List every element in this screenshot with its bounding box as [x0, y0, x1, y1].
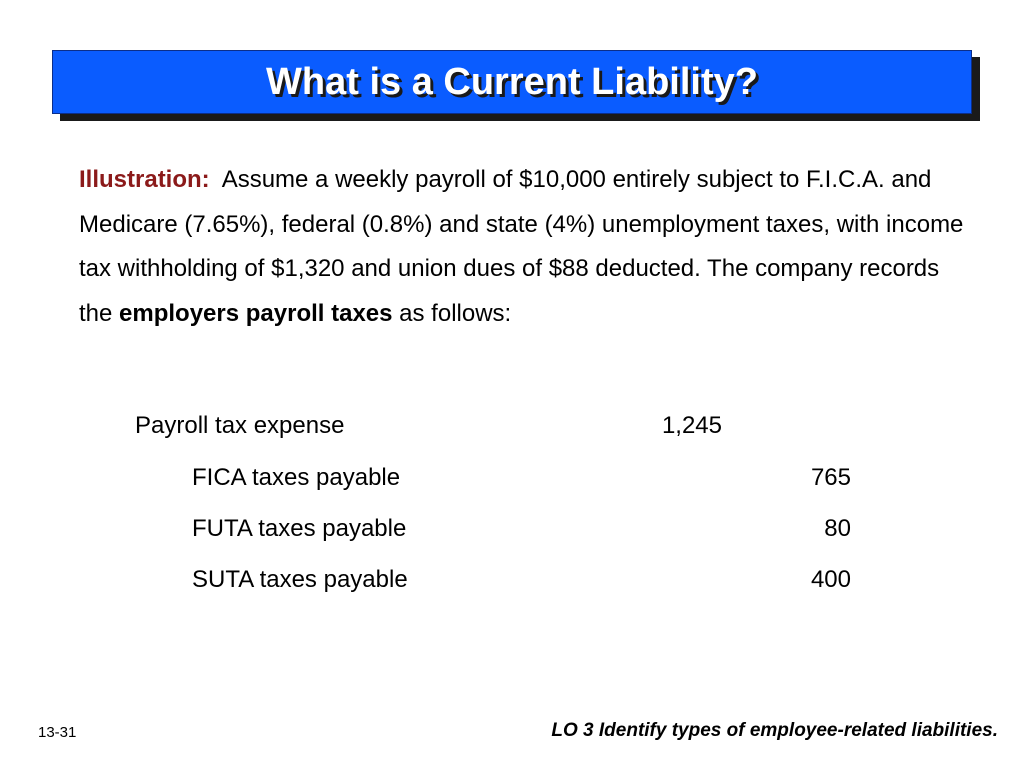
illustration-paragraph — [79, 158, 979, 336]
credit-account: FICA taxes payable — [192, 464, 401, 491]
illustration-lead: Illustration: — [79, 166, 210, 193]
slide-number: 13-31 — [38, 724, 77, 741]
title-banner — [52, 50, 972, 114]
credit-amount: 400 — [810, 566, 851, 593]
credit-account: SUTA taxes payable — [192, 566, 408, 593]
illustration-emphasis: employers payroll taxes — [119, 299, 393, 327]
credit-amount: 765 — [810, 464, 851, 491]
debit-amount: 1,245 — [661, 412, 722, 439]
credit-account: FUTA taxes payable — [192, 515, 407, 542]
slide-title: What is a Current Liability? — [266, 60, 758, 103]
debit-account: Payroll tax expense — [135, 412, 345, 439]
illustration-text-1: Assume a weekly payroll of $10,000 entirely subject to F.I.C.A. and Medicare (7.65%), federal (0.8%) and state (4%) unemployment taxes, with income tax withholding of $1,320 and union dues of $88 deducted. The company records the — [79, 166, 964, 327]
illustration-text-2: as follows: — [392, 299, 512, 327]
credit-amount: 80 — [824, 515, 851, 542]
learning-objective: LO 3 Identify types of employee-related liabilities. — [551, 720, 998, 741]
